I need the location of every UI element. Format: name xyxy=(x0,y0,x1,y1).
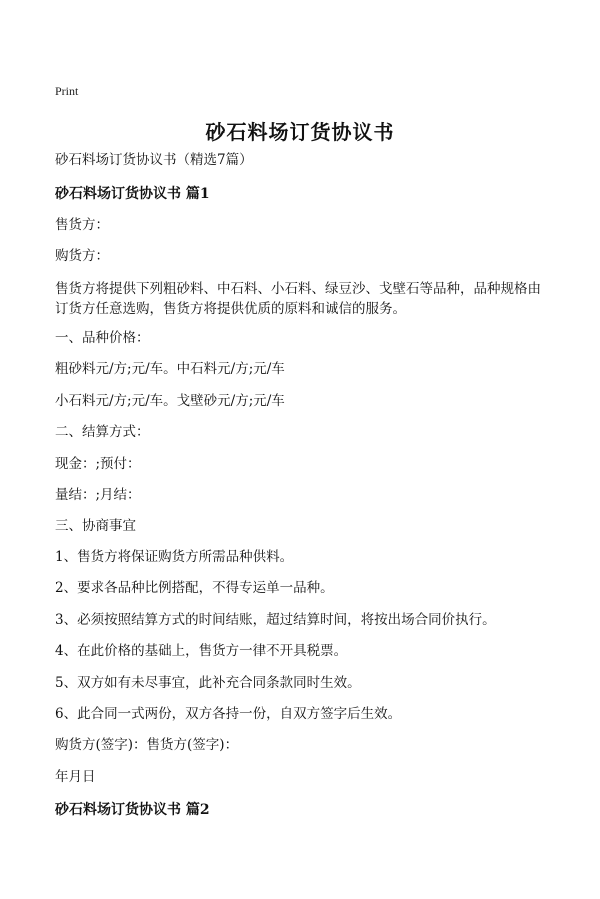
price-heading: 一、品种价格： xyxy=(55,330,150,346)
document-title: 砂石料场订货协议书 xyxy=(205,120,395,144)
list-item: 1、售货方将保证购货方所需品种供料。 xyxy=(55,549,294,565)
seller-line: 售货方： xyxy=(55,217,109,233)
list-item: 3、必须按照结算方式的时间结账，超过结算时间，将按出场合同价执行。 xyxy=(55,612,496,628)
document-subtitle: 砂石料场订货协议书（精选7篇） xyxy=(55,152,253,168)
negotiation-heading: 三、协商事宜 xyxy=(55,518,136,534)
intro-paragraph: 售货方将提供下列粗砂料、中石料、小石料、绿豆沙、戈壁石等品种，品种规格由订货方任意选购，售货方将提供优质的原料和诚信的服务。 xyxy=(55,281,541,317)
list-item: 2、要求各品种比例搭配，不得专运单一品种。 xyxy=(55,580,334,596)
buyer-line: 购货方： xyxy=(55,248,109,264)
list-item: 5、双方如有未尽事宜，此补充合同条款同时生效。 xyxy=(55,675,361,691)
section1-heading: 砂石料场订货协议书 篇1 xyxy=(55,186,210,202)
date-line: 年月日 xyxy=(55,769,96,785)
signature-line: 购货方(签字)：售货方(签字)： xyxy=(55,737,239,753)
list-item: 6、此合同一式两份，双方各持一份，自双方签字后生效。 xyxy=(55,706,402,722)
list-item: 4、在此价格的基础上，售货方一律不开具税票。 xyxy=(55,643,348,659)
print-label[interactable]: Print xyxy=(55,84,79,98)
price-line-1: 粗砂料元/方;元/车。中石料元/方;元/车 xyxy=(55,361,285,377)
settlement-heading: 二、结算方式： xyxy=(55,424,150,440)
price-line-2: 小石料元/方;元/车。戈壁砂元/方;元/车 xyxy=(55,393,285,409)
section2-heading: 砂石料场订货协议书 篇2 xyxy=(55,802,210,818)
settlement-line-2: 量结：;月结： xyxy=(55,487,141,503)
settlement-line-1: 现金：;预付： xyxy=(55,456,141,472)
